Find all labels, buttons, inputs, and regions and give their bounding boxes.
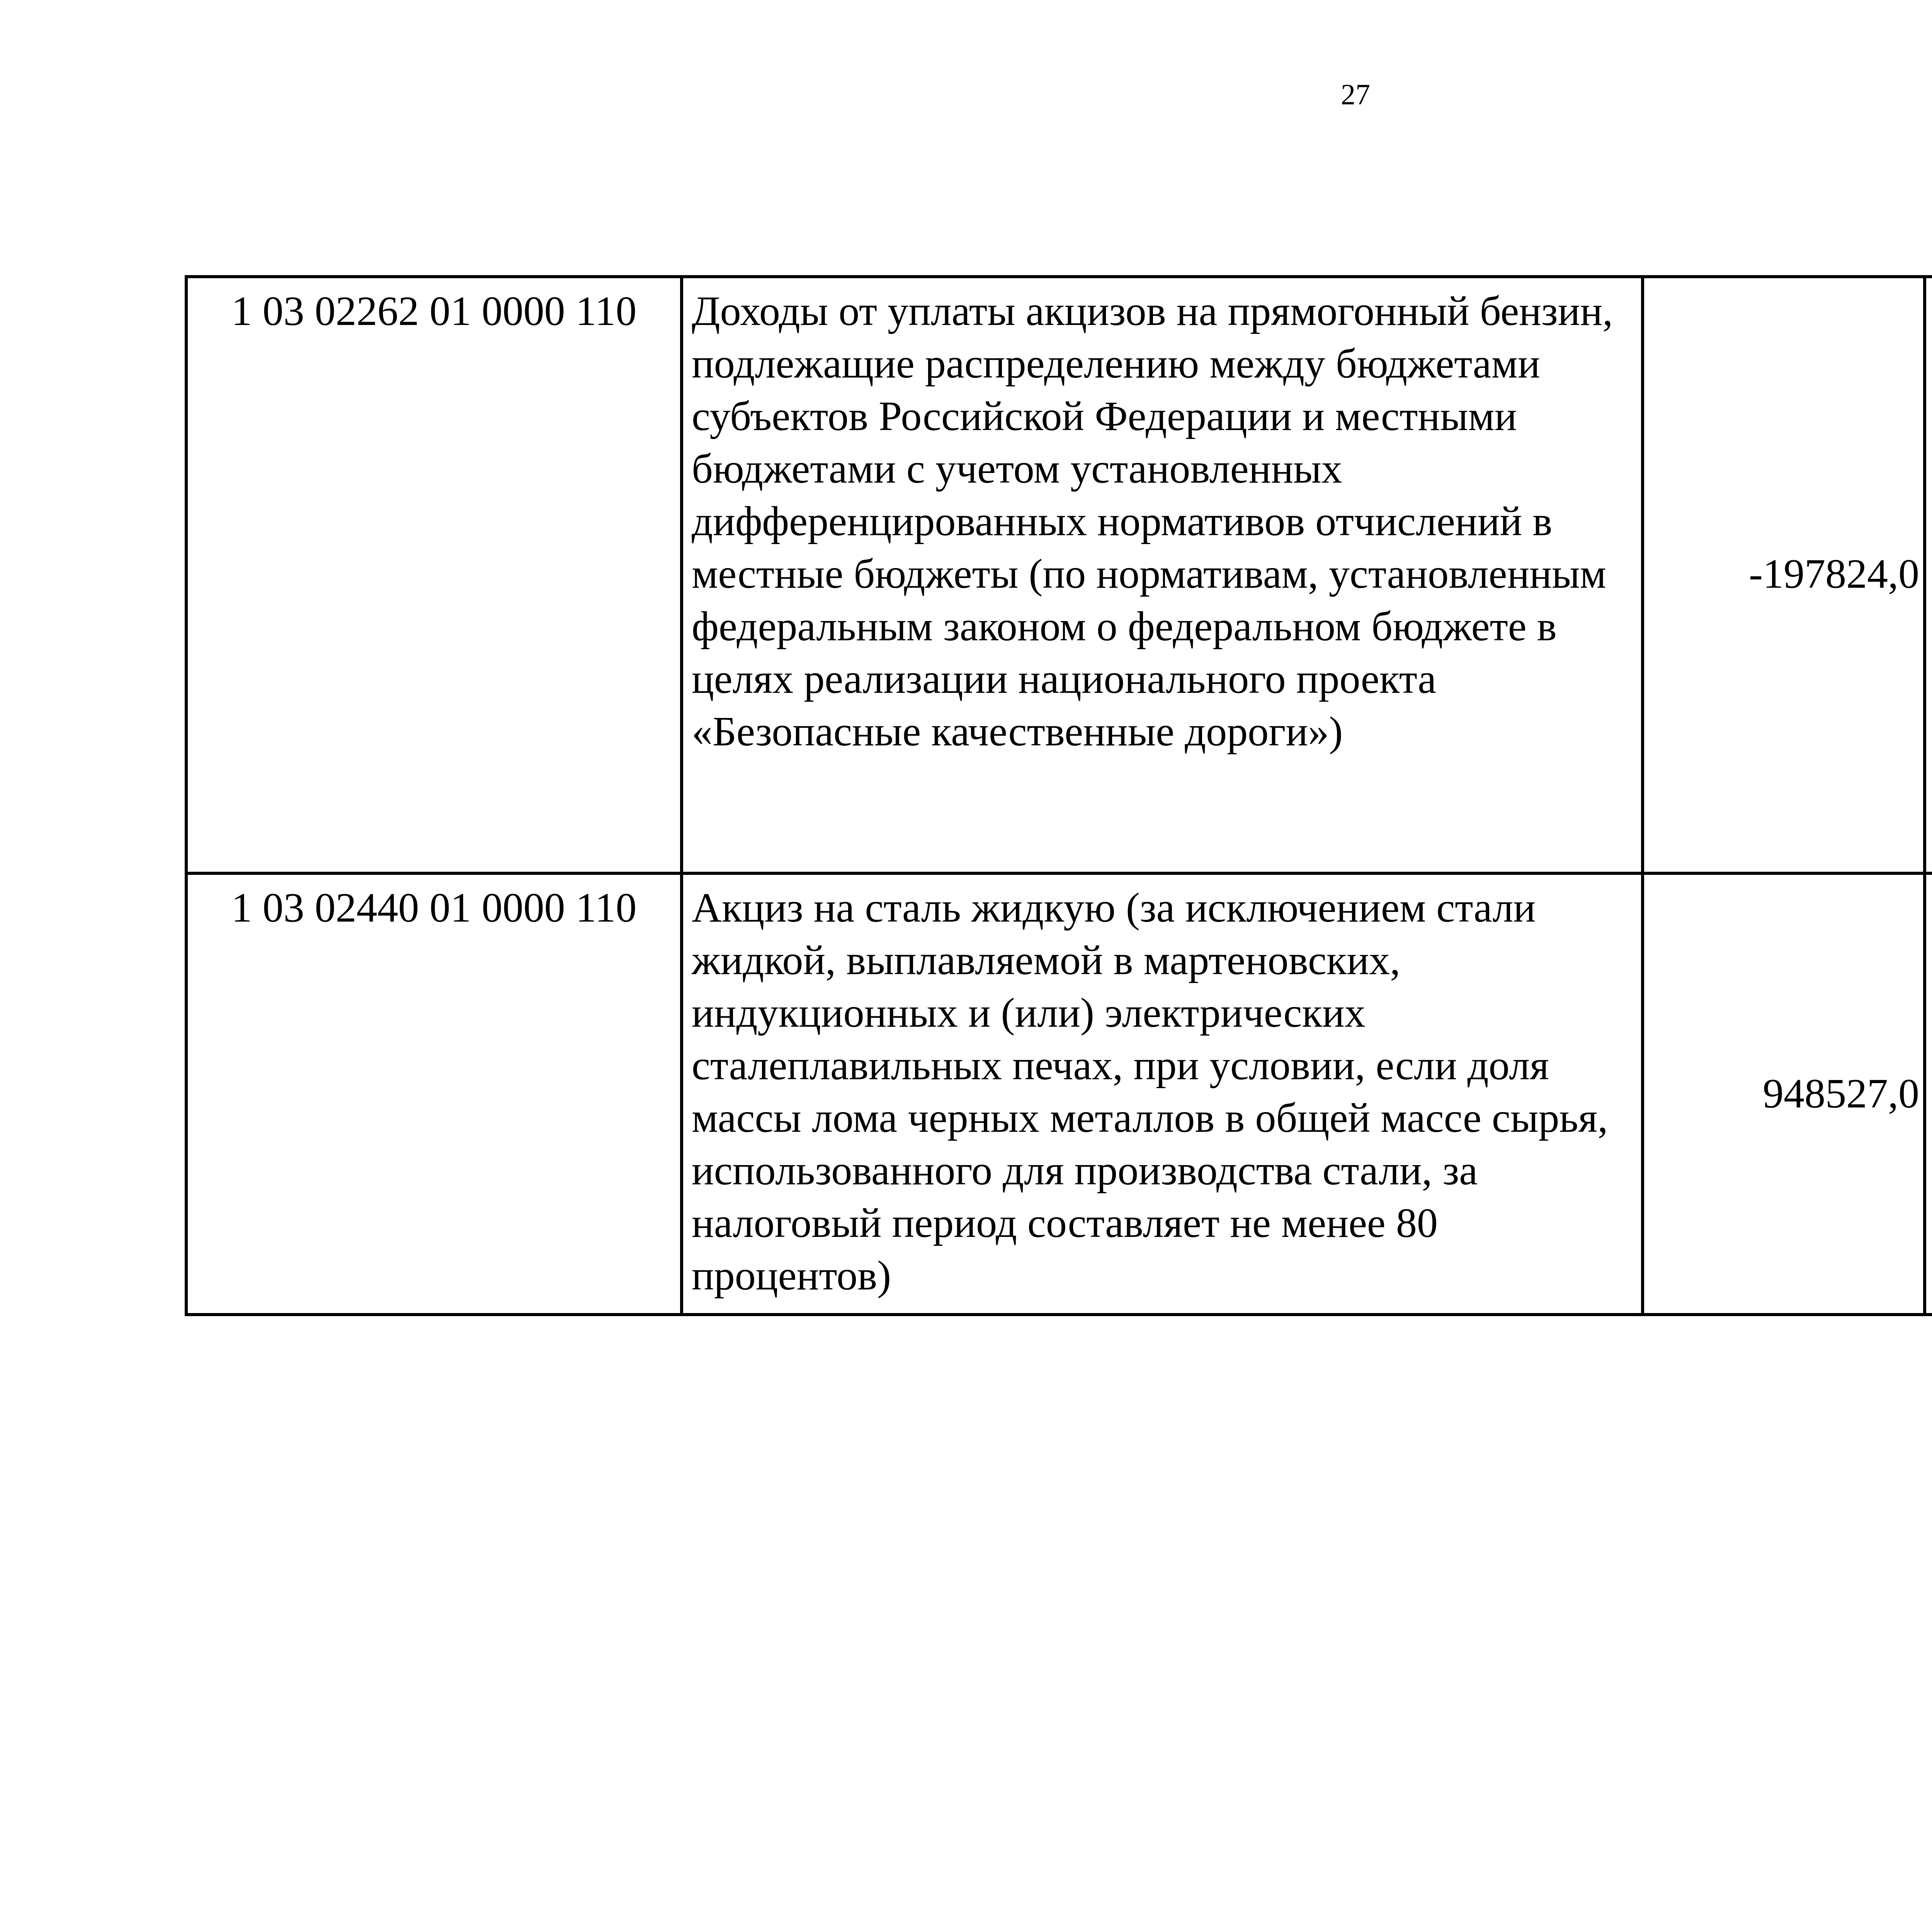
- amount-year-2: [1925, 277, 1932, 873]
- amount-year-1: 948527,0: [1643, 873, 1925, 1315]
- revenue-description: Доходы от уплаты акцизов на прямогонный бензин, подлежащие распределению между бюджетами субъектов Российской Федерации и местными бюджетами с учетом установленных дифференцированных нормативов отчислений в местные бюджеты (по нормативам, установленным федеральным законом о федеральном бюджете в целях реализации национального проекта «Безопасные качественные дороги»): [682, 277, 1643, 873]
- table-row: [186, 873, 1932, 1315]
- table-row: [186, 277, 1932, 873]
- budget-classification-code: 1 03 02440 01 0000 110: [186, 873, 682, 1315]
- amount-year-2: [1925, 873, 1932, 1315]
- budget-classification-code: 1 03 02262 01 0000 110: [186, 277, 682, 873]
- revenue-description: Акциз на сталь жидкую (за исключением стали жидкой, выплавляемой в мартеновских, индукционных и (или) электрических сталеплавильных печах, при условии, если доля массы лома черных металлов в общей массе сырья, использованного для производства стали, за налоговый период составляет не менее 80 процентов): [682, 873, 1643, 1315]
- page-number: 27: [1341, 78, 1370, 111]
- amount-year-1: -197824,0: [1643, 277, 1925, 873]
- budget-revenue-table: [185, 275, 1932, 1316]
